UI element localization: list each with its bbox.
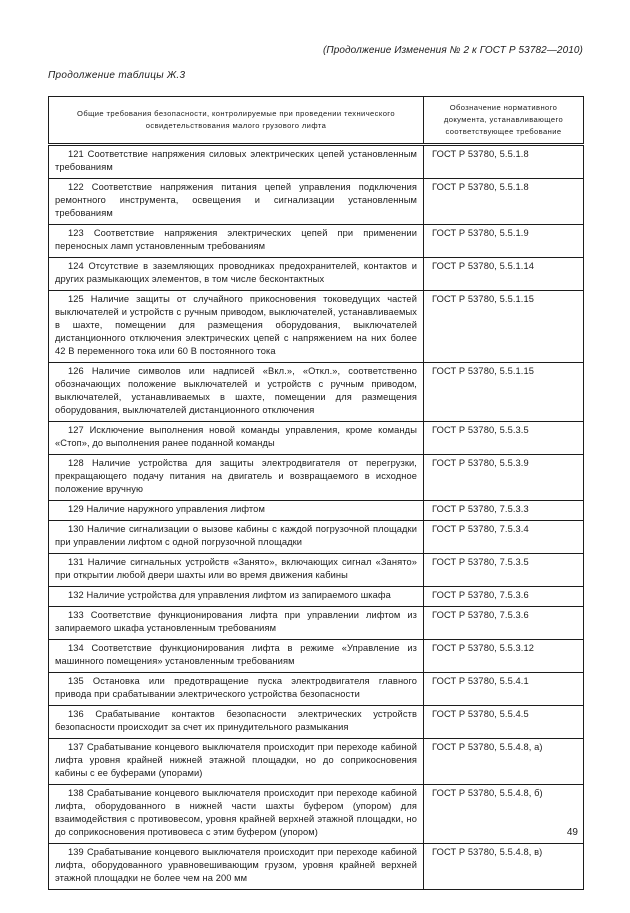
- table-row: [49, 706, 584, 739]
- table-row: [49, 640, 584, 673]
- requirement-cell: 125 Наличие защиты от случайного прикосновения токоведущих частей выключателей и устройств с ручным приводом, выключателей, устанавливаемых в шахте, помещении для размещения оборудования, выключателей дистанционного отключения электрических цепей с напряжением на них более 42 В переменного тока или 60 В постоянного тока: [49, 291, 424, 363]
- reference-cell: ГОСТ Р 53780, 7.5.3.4: [424, 521, 584, 554]
- requirement-cell: 132 Наличие устройства для управления лифтом из запираемого шкафа: [49, 587, 424, 607]
- requirement-cell: 131 Наличие сигнальных устройств «Занято», включающих сигнал «Занято» при открытии любой двери шахты или во время движения кабины: [49, 554, 424, 587]
- reference-cell: ГОСТ Р 53780, 5.5.4.8, б): [424, 785, 584, 844]
- page-number: 49: [566, 827, 578, 838]
- table-row: [49, 785, 584, 844]
- requirements-table: [48, 96, 584, 890]
- requirement-cell: 128 Наличие устройства для защиты электродвигателя от перегрузки, прекращающего подачу питания на двигатель и возвращаемого в исходное положение вручную: [49, 455, 424, 501]
- requirement-cell: 121 Соответствие напряжения силовых электрических цепей установленным требованиям: [49, 145, 424, 179]
- document-header-note: (Продолжение Изменения № 2 к ГОСТ Р 53782—2010): [322, 45, 583, 56]
- table-row: [49, 521, 584, 554]
- table-body: [49, 145, 584, 890]
- reference-cell: ГОСТ Р 53780, 7.5.3.6: [424, 587, 584, 607]
- reference-cell: ГОСТ Р 53780, 5.5.1.15: [424, 291, 584, 363]
- requirement-cell: 122 Соответствие напряжения питания цепей управления подключения ремонтного инструмента, освещения и сигнализации установленным требованиям: [49, 179, 424, 225]
- reference-cell: ГОСТ Р 53780, 5.5.1.9: [424, 225, 584, 258]
- requirement-cell: 127 Исключение выполнения новой команды управления, кроме команды «Стоп», до выполнения ранее поданной команды: [49, 422, 424, 455]
- reference-cell: ГОСТ Р 53780, 5.5.1.15: [424, 363, 584, 422]
- reference-cell: ГОСТ Р 53780, 5.5.1.8: [424, 179, 584, 225]
- table-row: [49, 739, 584, 785]
- table-row: [49, 179, 584, 225]
- reference-cell: ГОСТ Р 53780, 5.5.4.8, а): [424, 739, 584, 785]
- reference-cell: ГОСТ Р 53780, 5.5.3.9: [424, 455, 584, 501]
- requirement-cell: 129 Наличие наружного управления лифтом: [49, 501, 424, 521]
- reference-cell: ГОСТ Р 53780, 5.5.1.14: [424, 258, 584, 291]
- table-row: [49, 554, 584, 587]
- requirement-cell: 130 Наличие сигнализации о вызове кабины с каждой погрузочной площадки при управлении лифтом с одной погрузочной площадки: [49, 521, 424, 554]
- requirement-cell: 124 Отсутствие в заземляющих проводниках предохранителей, контактов и других размыкающих элементов, в том числе бесконтактных: [49, 258, 424, 291]
- requirement-cell: 136 Срабатывание контактов безопасности электрических устройств безопасности происходит за счет их принудительного размыкания: [49, 706, 424, 739]
- table-row: [49, 258, 584, 291]
- reference-cell: ГОСТ Р 53780, 5.5.4.5: [424, 706, 584, 739]
- requirement-cell: 138 Срабатывание концевого выключателя происходит при переходе кабиной лифта, оборудованного в нижней части шахты буфером (упором) для взаимодействия с противовесом, уровня крайней верхней этажной площадки, но до соприкосновения противовеса с этим буфером (упором): [49, 785, 424, 844]
- table-header-row: [49, 97, 584, 145]
- requirement-cell: 123 Соответствие напряжения электрических цепей при применении переносных ламп установленным требованиям: [49, 225, 424, 258]
- table-row: [49, 291, 584, 363]
- reference-cell: ГОСТ Р 53780, 5.5.3.5: [424, 422, 584, 455]
- reference-cell: ГОСТ Р 53780, 7.5.3.3: [424, 501, 584, 521]
- reference-cell: ГОСТ Р 53780, 5.5.3.12: [424, 640, 584, 673]
- table-row: [49, 225, 584, 258]
- column-header-reference: Обозначение нормативного документа, устанавливающего соответствующее требование: [424, 97, 584, 145]
- reference-cell: ГОСТ Р 53780, 5.5.4.1: [424, 673, 584, 706]
- table-row: [49, 363, 584, 422]
- table-caption: Продолжение таблицы Ж.3: [48, 70, 186, 81]
- reference-cell: ГОСТ Р 53780, 7.5.3.6: [424, 607, 584, 640]
- table-row: [49, 587, 584, 607]
- table-row: [49, 501, 584, 521]
- reference-cell: ГОСТ Р 53780, 7.5.3.5: [424, 554, 584, 587]
- table-row: [49, 422, 584, 455]
- requirement-cell: 133 Соответствие функционирования лифта при управлении лифтом из запираемого шкафа установленным требованиям: [49, 607, 424, 640]
- requirement-cell: 126 Наличие символов или надписей «Вкл.», «Откл.», соответственно обозначающих положение выключателей и устройств с ручным приводом, выключателей, устанавливаемых в шахте, помещении для размещения оборудования, выключателей дистанционного отключения: [49, 363, 424, 422]
- table-row: [49, 673, 584, 706]
- requirement-cell: 137 Срабатывание концевого выключателя происходит при переходе кабиной лифта уровня крайней нижней этажной площадки, но до соприкосновения кабины с ее буферами (упорами): [49, 739, 424, 785]
- requirement-cell: 139 Срабатывание концевого выключателя происходит при переходе кабиной лифта, оборудованного уравновешивающим грузом, уровня крайней верхней этажной площадки не более чем на 200 мм: [49, 844, 424, 890]
- reference-cell: ГОСТ Р 53780, 5.5.4.8, в): [424, 844, 584, 890]
- table-row: [49, 145, 584, 179]
- table-row: [49, 844, 584, 890]
- reference-cell: ГОСТ Р 53780, 5.5.1.8: [424, 145, 584, 179]
- table-row: [49, 607, 584, 640]
- column-header-requirements: Общие требования безопасности, контролируемые при проведении технического освидетельствования малого грузового лифта: [49, 97, 424, 145]
- requirement-cell: 134 Соответствие функционирования лифта в режиме «Управление из машинного помещения» установленным требованиям: [49, 640, 424, 673]
- requirement-cell: 135 Остановка или предотвращение пуска электродвигателя главного привода при срабатывании электрического устройства безопасности: [49, 673, 424, 706]
- table-row: [49, 455, 584, 501]
